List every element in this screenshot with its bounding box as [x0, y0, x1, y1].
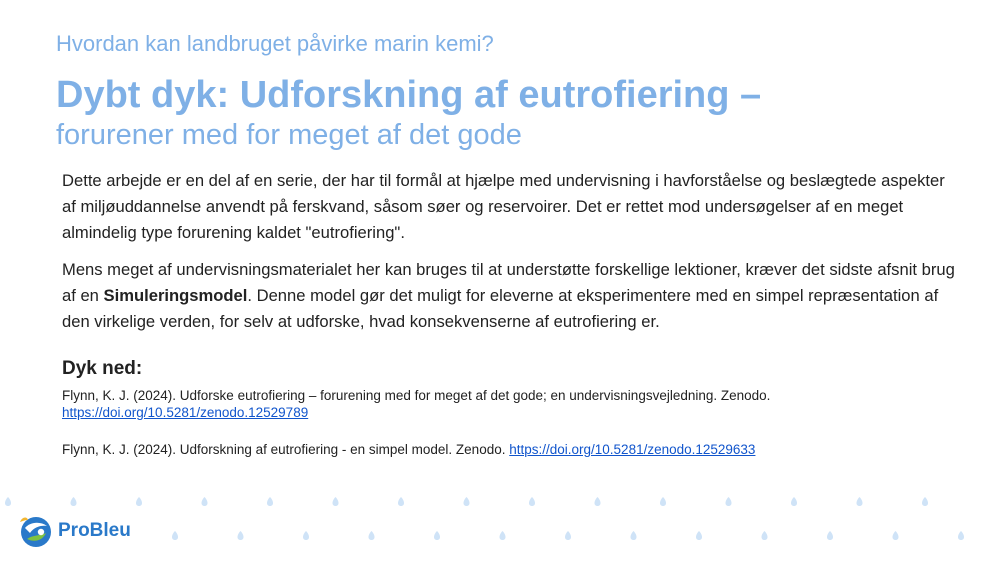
simulation-model-term: Simuleringsmodel	[103, 286, 248, 305]
paragraph-model	[62, 257, 962, 335]
droplet-icon	[762, 531, 768, 540]
droplet-icon	[922, 497, 928, 506]
droplet-icon	[434, 531, 440, 540]
droplet-icon	[369, 531, 375, 540]
droplet-icon	[500, 531, 506, 540]
body-text	[62, 168, 962, 346]
slide-subtitle: Hvordan kan landbruget påvirke marin kemi?	[56, 31, 494, 56]
droplet-icon	[631, 531, 637, 540]
paragraph-intro: Dette arbejde er en del af en serie, der har til formål at hjælpe med undervisning i havforståelse og beslægtede aspekter af miljøuddannelse anvendt på ferskvand, såsom søer og reservoirer. Det er rettet mod undersøgelser af en meget almindelig type forurening kaldet "eutrofiering".	[62, 171, 945, 242]
references-heading: Dyk ned:	[62, 358, 143, 379]
droplet-icon	[267, 497, 273, 506]
droplet-icon	[595, 497, 601, 506]
droplet-icon	[333, 497, 339, 506]
droplet-icon	[238, 531, 244, 540]
paragraph-model-end: . Denne model gør det muligt for eleverne at eksperimentere med en simpel repræsentation af den virkelige verden, for selv at udforske, hvad konsekvenserne af eutrofiering er.	[62, 286, 939, 331]
paragraph-model-start: Mens meget af undervisningsmaterialet her kan bruges til at understøtte forskellige lektioner, kræver det sidste afsnit brug af en	[62, 260, 955, 305]
droplet-icon	[398, 497, 404, 506]
droplet-icon	[172, 531, 178, 540]
droplet-icon	[136, 497, 142, 506]
probleu-logo-icon	[16, 512, 56, 552]
slide-title: Dybt dyk: Udforskning af eutrofiering –	[56, 74, 762, 116]
reference-1	[62, 387, 942, 421]
reference-1-link[interactable]: https://doi.org/10.5281/zenodo.12529789	[62, 405, 309, 420]
droplet-icon	[857, 497, 863, 506]
droplet-icon	[464, 497, 470, 506]
droplet-icon	[660, 497, 666, 506]
reference-2	[62, 441, 942, 458]
probleu-logo-text: ProBleu	[58, 520, 131, 541]
droplet-icon	[303, 531, 309, 540]
droplet-icon	[202, 497, 208, 506]
reference-2-link[interactable]: https://doi.org/10.5281/zenodo.12529633	[509, 442, 756, 457]
droplet-icon	[726, 497, 732, 506]
droplet-icon	[827, 531, 833, 540]
droplet-icon	[893, 531, 899, 540]
slide-title-continuation: forurener med for meget af det gode	[56, 119, 522, 151]
droplet-icon	[71, 497, 77, 506]
reference-2-citation: Flynn, K. J. (2024). Udforskning af eutrofiering - en simpel model. Zenodo.	[62, 442, 506, 457]
droplet-icon	[791, 497, 797, 506]
droplet-icon	[529, 497, 535, 506]
droplet-icon	[5, 497, 11, 506]
droplet-icon	[696, 531, 702, 540]
droplet-icon	[565, 531, 571, 540]
reference-1-citation: Flynn, K. J. (2024). Udforske eutrofiering – forurening med for meget af det gode; en undervisningsvejledning. Zenodo.	[62, 388, 771, 403]
probleu-logo	[16, 512, 156, 552]
droplet-icon	[958, 531, 964, 540]
